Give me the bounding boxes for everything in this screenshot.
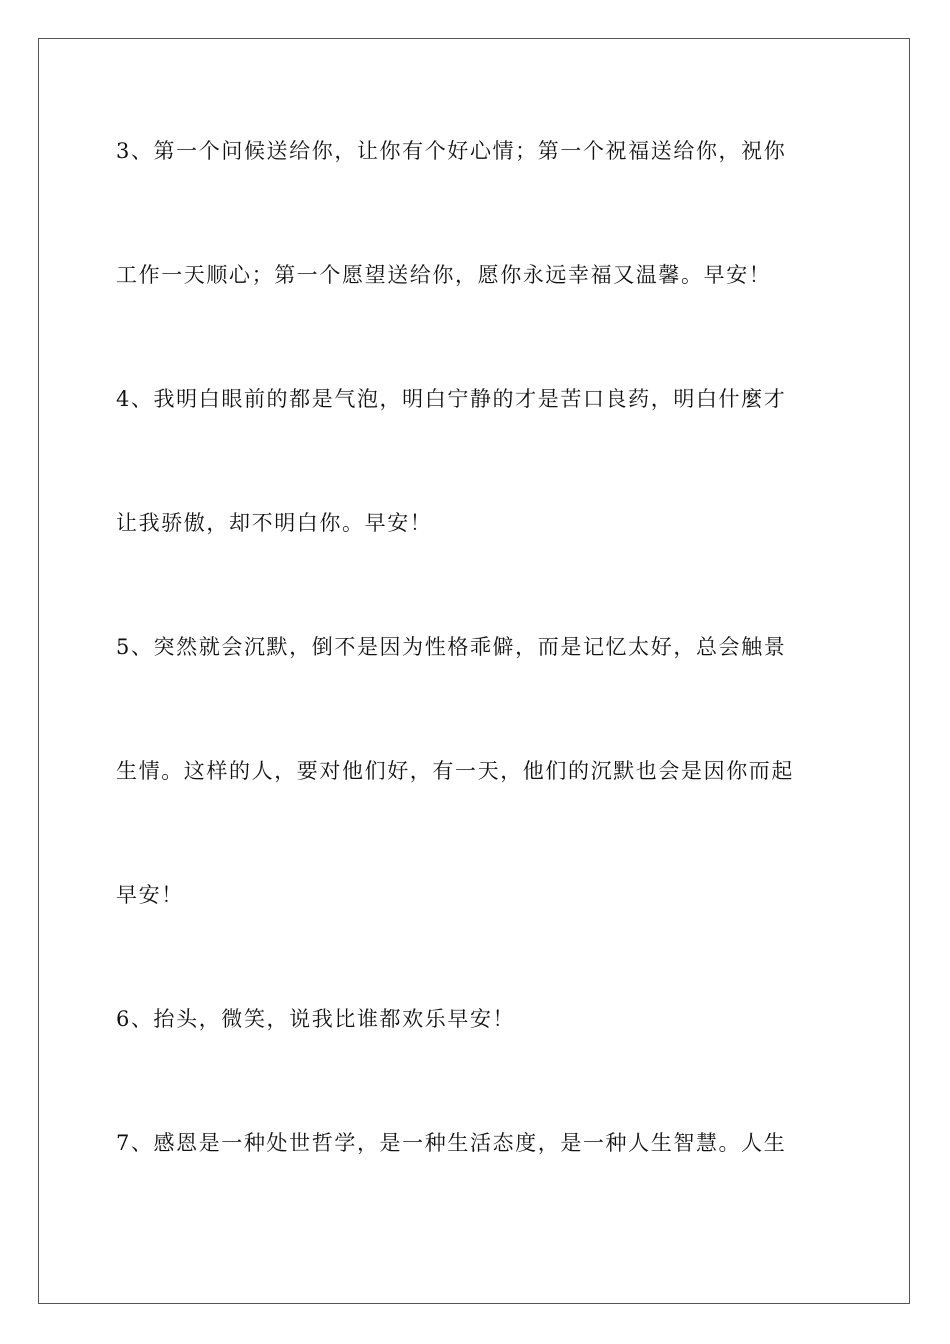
text-line-item-6: 6、抬头，微笑，说我比谁都欢乐早安！ — [116, 1007, 516, 1031]
text-line-item-4-end: 让我骄傲，却不明白你。早安！ — [116, 511, 433, 535]
text-line-item-7-start: 7、感恩是一种处世哲学，是一种生活态度，是一种人生智慧。人生 — [116, 1131, 787, 1155]
text-line-item-5-middle: 生情。这样的人，要对他们好，有一天，他们的沉默也会是因你而起 — [116, 759, 794, 783]
text-line-item-4-start: 4、我明白眼前的都是气泡，明白宁静的才是苦口良药，明白什麼才 — [116, 387, 787, 411]
text-line-item-3-start: 3、第一个问候送给你，让你有个好心情；第一个祝福送给你，祝你 — [116, 139, 787, 163]
text-line-item-3-end: 工作一天顺心；第一个愿望送给你，愿你永远幸福又温馨。早安！ — [116, 263, 772, 287]
text-line-item-5-start: 5、突然就会沉默，倒不是因为性格乖僻，而是记忆太好，总会触景 — [116, 635, 787, 659]
text-line-item-5-end: 早安！ — [116, 883, 184, 907]
page-border — [38, 38, 910, 1304]
